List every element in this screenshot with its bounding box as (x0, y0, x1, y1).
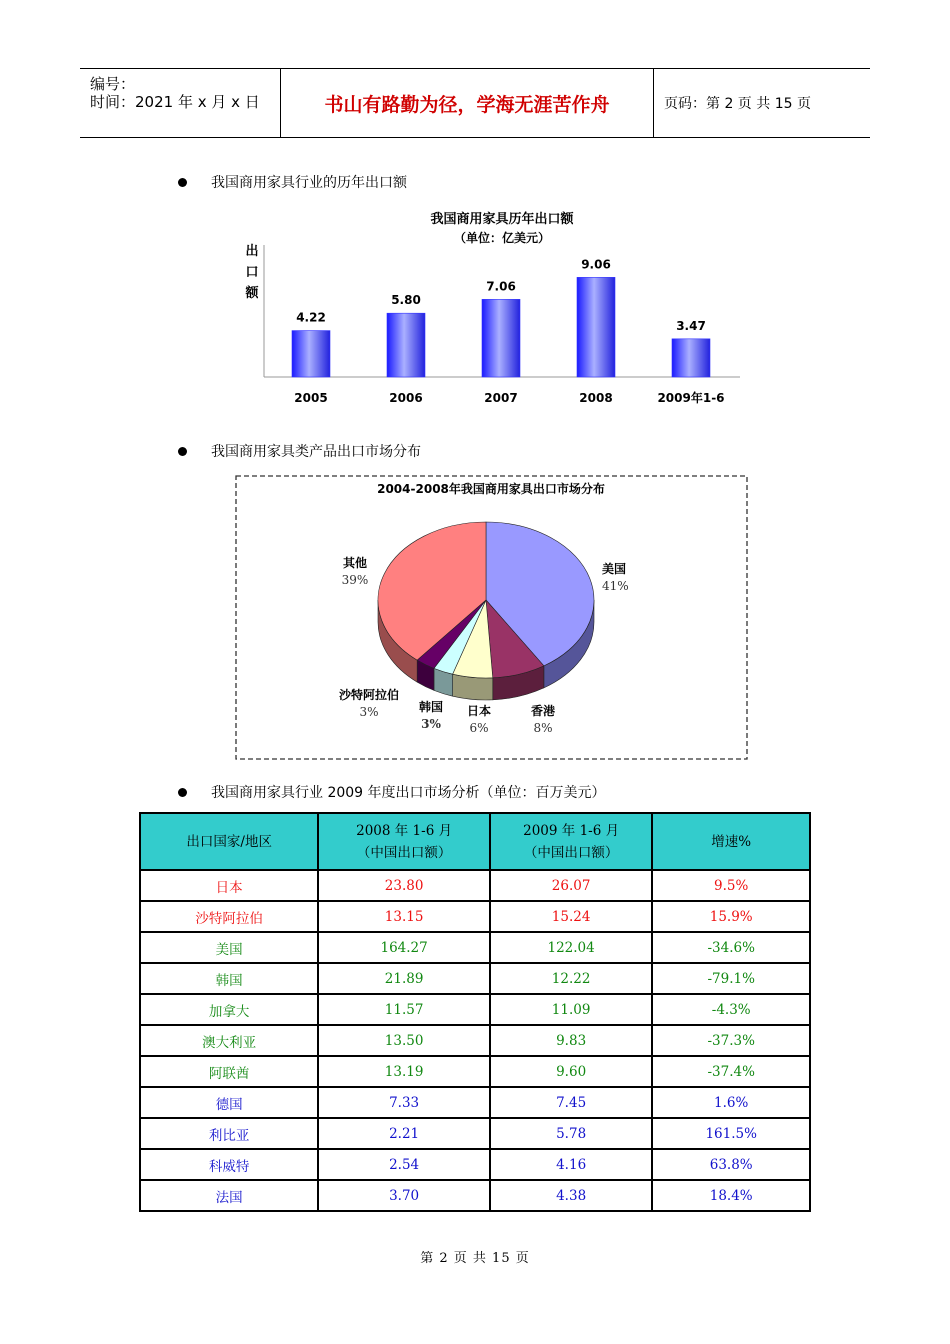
cell-country: 韩国 (140, 963, 318, 994)
pie-slice-percent: 8% (533, 721, 553, 735)
table-row (140, 994, 810, 1025)
cell-2009: 12.22 (490, 963, 653, 994)
bar-value-label: 3.47 (676, 318, 706, 333)
col-header-2009: 2009 年 1-6 月 （中国出口额） (490, 813, 653, 870)
cell-growth: 9.5% (652, 870, 810, 901)
pie-slice-percent: 3% (359, 705, 379, 719)
bullet-icon (178, 178, 187, 187)
table-header-row (140, 813, 810, 870)
cell-2008: 2.54 (318, 1149, 490, 1180)
cell-2009: 7.45 (490, 1087, 653, 1118)
cell-2008: 7.33 (318, 1087, 490, 1118)
cell-country: 沙特阿拉伯 (140, 901, 318, 932)
col-header-growth: 增速% (652, 813, 810, 870)
cell-2009: 4.38 (490, 1180, 653, 1211)
table-row (140, 932, 810, 963)
page-number-label: 页码：第 2 页 共 15 页 (664, 96, 811, 112)
pie-slice-label: 沙特阿拉伯 (338, 688, 400, 702)
header-page-cell (654, 69, 870, 137)
x-tick-label: 2007 (484, 391, 518, 405)
x-tick-label: 2009年1-6 (657, 391, 725, 405)
x-tick-label: 2008 (579, 391, 613, 405)
section-heading-3 (178, 782, 606, 802)
cell-country: 美国 (140, 932, 318, 963)
cell-growth: -4.3% (652, 994, 810, 1025)
header-motto-cell (281, 69, 654, 137)
table-row (140, 1056, 810, 1087)
pie-slice-label: 香港 (530, 704, 556, 718)
cell-2009: 9.60 (490, 1056, 653, 1087)
cell-2009: 11.09 (490, 994, 653, 1025)
cell-country: 科威特 (140, 1149, 318, 1180)
pie-slice-percent: 41% (602, 579, 629, 593)
cell-2008: 13.15 (318, 901, 490, 932)
section-heading-1 (178, 172, 407, 192)
page-footer: 第 2 页 共 15 页 (420, 1251, 530, 1266)
cell-2008: 21.89 (318, 963, 490, 994)
number-label: 编号： (90, 75, 136, 93)
section-heading-text: 我国商用家具类产品出口市场分布 (211, 444, 421, 460)
bar-chart-ylabel (244, 243, 259, 301)
cell-growth: -34.6% (652, 932, 810, 963)
x-tick-label: 2005 (294, 391, 328, 405)
cell-2008: 11.57 (318, 994, 490, 1025)
bar-2005 (292, 331, 330, 377)
bullet-icon (178, 447, 187, 456)
cell-growth: 18.4% (652, 1180, 810, 1211)
pie-slice-label: 其他 (342, 556, 368, 570)
bar-chart-subtitle: （单位：亿美元） (453, 231, 551, 245)
motto-text: 书山有路勤为径，学海无涯苦作舟 (324, 93, 610, 116)
export-bar-chart (240, 205, 750, 410)
cell-country: 利比亚 (140, 1118, 318, 1149)
table-row (140, 1149, 810, 1180)
cell-country: 阿联酋 (140, 1056, 318, 1087)
cell-growth: 63.8% (652, 1149, 810, 1180)
cell-2009: 15.24 (490, 901, 653, 932)
table-row (140, 1180, 810, 1211)
cell-country: 德国 (140, 1087, 318, 1118)
cell-2009: 5.78 (490, 1118, 653, 1149)
pie-slice-label: 美国 (602, 562, 627, 576)
cell-2009: 9.83 (490, 1025, 653, 1056)
table-row (140, 901, 810, 932)
table-row (140, 963, 810, 994)
cell-growth: 15.9% (652, 901, 810, 932)
bar-value-label: 5.80 (391, 293, 421, 308)
bar-value-label: 4.22 (296, 310, 326, 325)
pie-slice-percent: 6% (469, 721, 489, 735)
market-pie-chart (235, 475, 748, 760)
cell-2008: 2.21 (318, 1118, 490, 1149)
cell-growth: -79.1% (652, 963, 810, 994)
cell-country: 法国 (140, 1180, 318, 1211)
cell-country: 加拿大 (140, 994, 318, 1025)
cell-growth: -37.4% (652, 1056, 810, 1087)
cell-2008: 13.50 (318, 1025, 490, 1056)
cell-2008: 13.19 (318, 1056, 490, 1087)
pie-slice-percent: 39% (341, 573, 369, 587)
cell-2009: 4.16 (490, 1149, 653, 1180)
bar-value-label: 9.06 (581, 257, 611, 272)
cell-growth: -37.3% (652, 1025, 810, 1056)
pie-slice-label: 韩国 (418, 700, 444, 714)
bar-value-label: 7.06 (486, 279, 516, 294)
bar-2007 (482, 299, 520, 377)
time-label: 时间：2021 年 x 月 x 日 (90, 93, 260, 111)
cell-growth: 161.5% (652, 1118, 810, 1149)
y-axis-label-char: 口 (245, 265, 259, 280)
cell-country: 澳大利亚 (140, 1025, 318, 1056)
y-axis-label-char: 出 (245, 244, 259, 259)
table-row (140, 1025, 810, 1056)
cell-growth: 1.6% (652, 1087, 810, 1118)
header-left-cell (80, 69, 281, 137)
table-row (140, 1087, 810, 1118)
table-row (140, 1118, 810, 1149)
section-heading-2 (178, 441, 421, 461)
bar-2006 (387, 313, 425, 377)
cell-country: 日本 (140, 870, 318, 901)
bar-2009年1-6 (672, 339, 710, 377)
pie-slice-label: 日本 (466, 704, 492, 718)
bar-2008 (577, 277, 615, 377)
cell-2008: 23.80 (318, 870, 490, 901)
section-heading-text: 我国商用家具行业 2009 年度出口市场分析（单位：百万美元） (211, 785, 606, 801)
y-axis-label-char: 额 (245, 286, 259, 301)
col-header-country: 出口国家/地区 (140, 813, 318, 870)
col-header-2008: 2008 年 1-6 月 （中国出口额） (318, 813, 490, 870)
bullet-icon (178, 788, 187, 797)
bar-chart-title: 我国商用家具历年出口额 (430, 212, 574, 227)
section-heading-text: 我国商用家具行业的历年出口额 (211, 175, 407, 191)
cell-2009: 122.04 (490, 932, 653, 963)
pie-slice-percent: 3% (421, 717, 441, 731)
page-header (80, 68, 870, 138)
export-market-table (139, 812, 811, 1212)
table-row (140, 870, 810, 901)
x-tick-label: 2006 (389, 391, 423, 405)
cell-2009: 26.07 (490, 870, 653, 901)
cell-2008: 164.27 (318, 932, 490, 963)
pie-chart-title: 2004-2008年我国商用家具出口市场分布 (377, 482, 605, 496)
cell-2008: 3.70 (318, 1180, 490, 1211)
